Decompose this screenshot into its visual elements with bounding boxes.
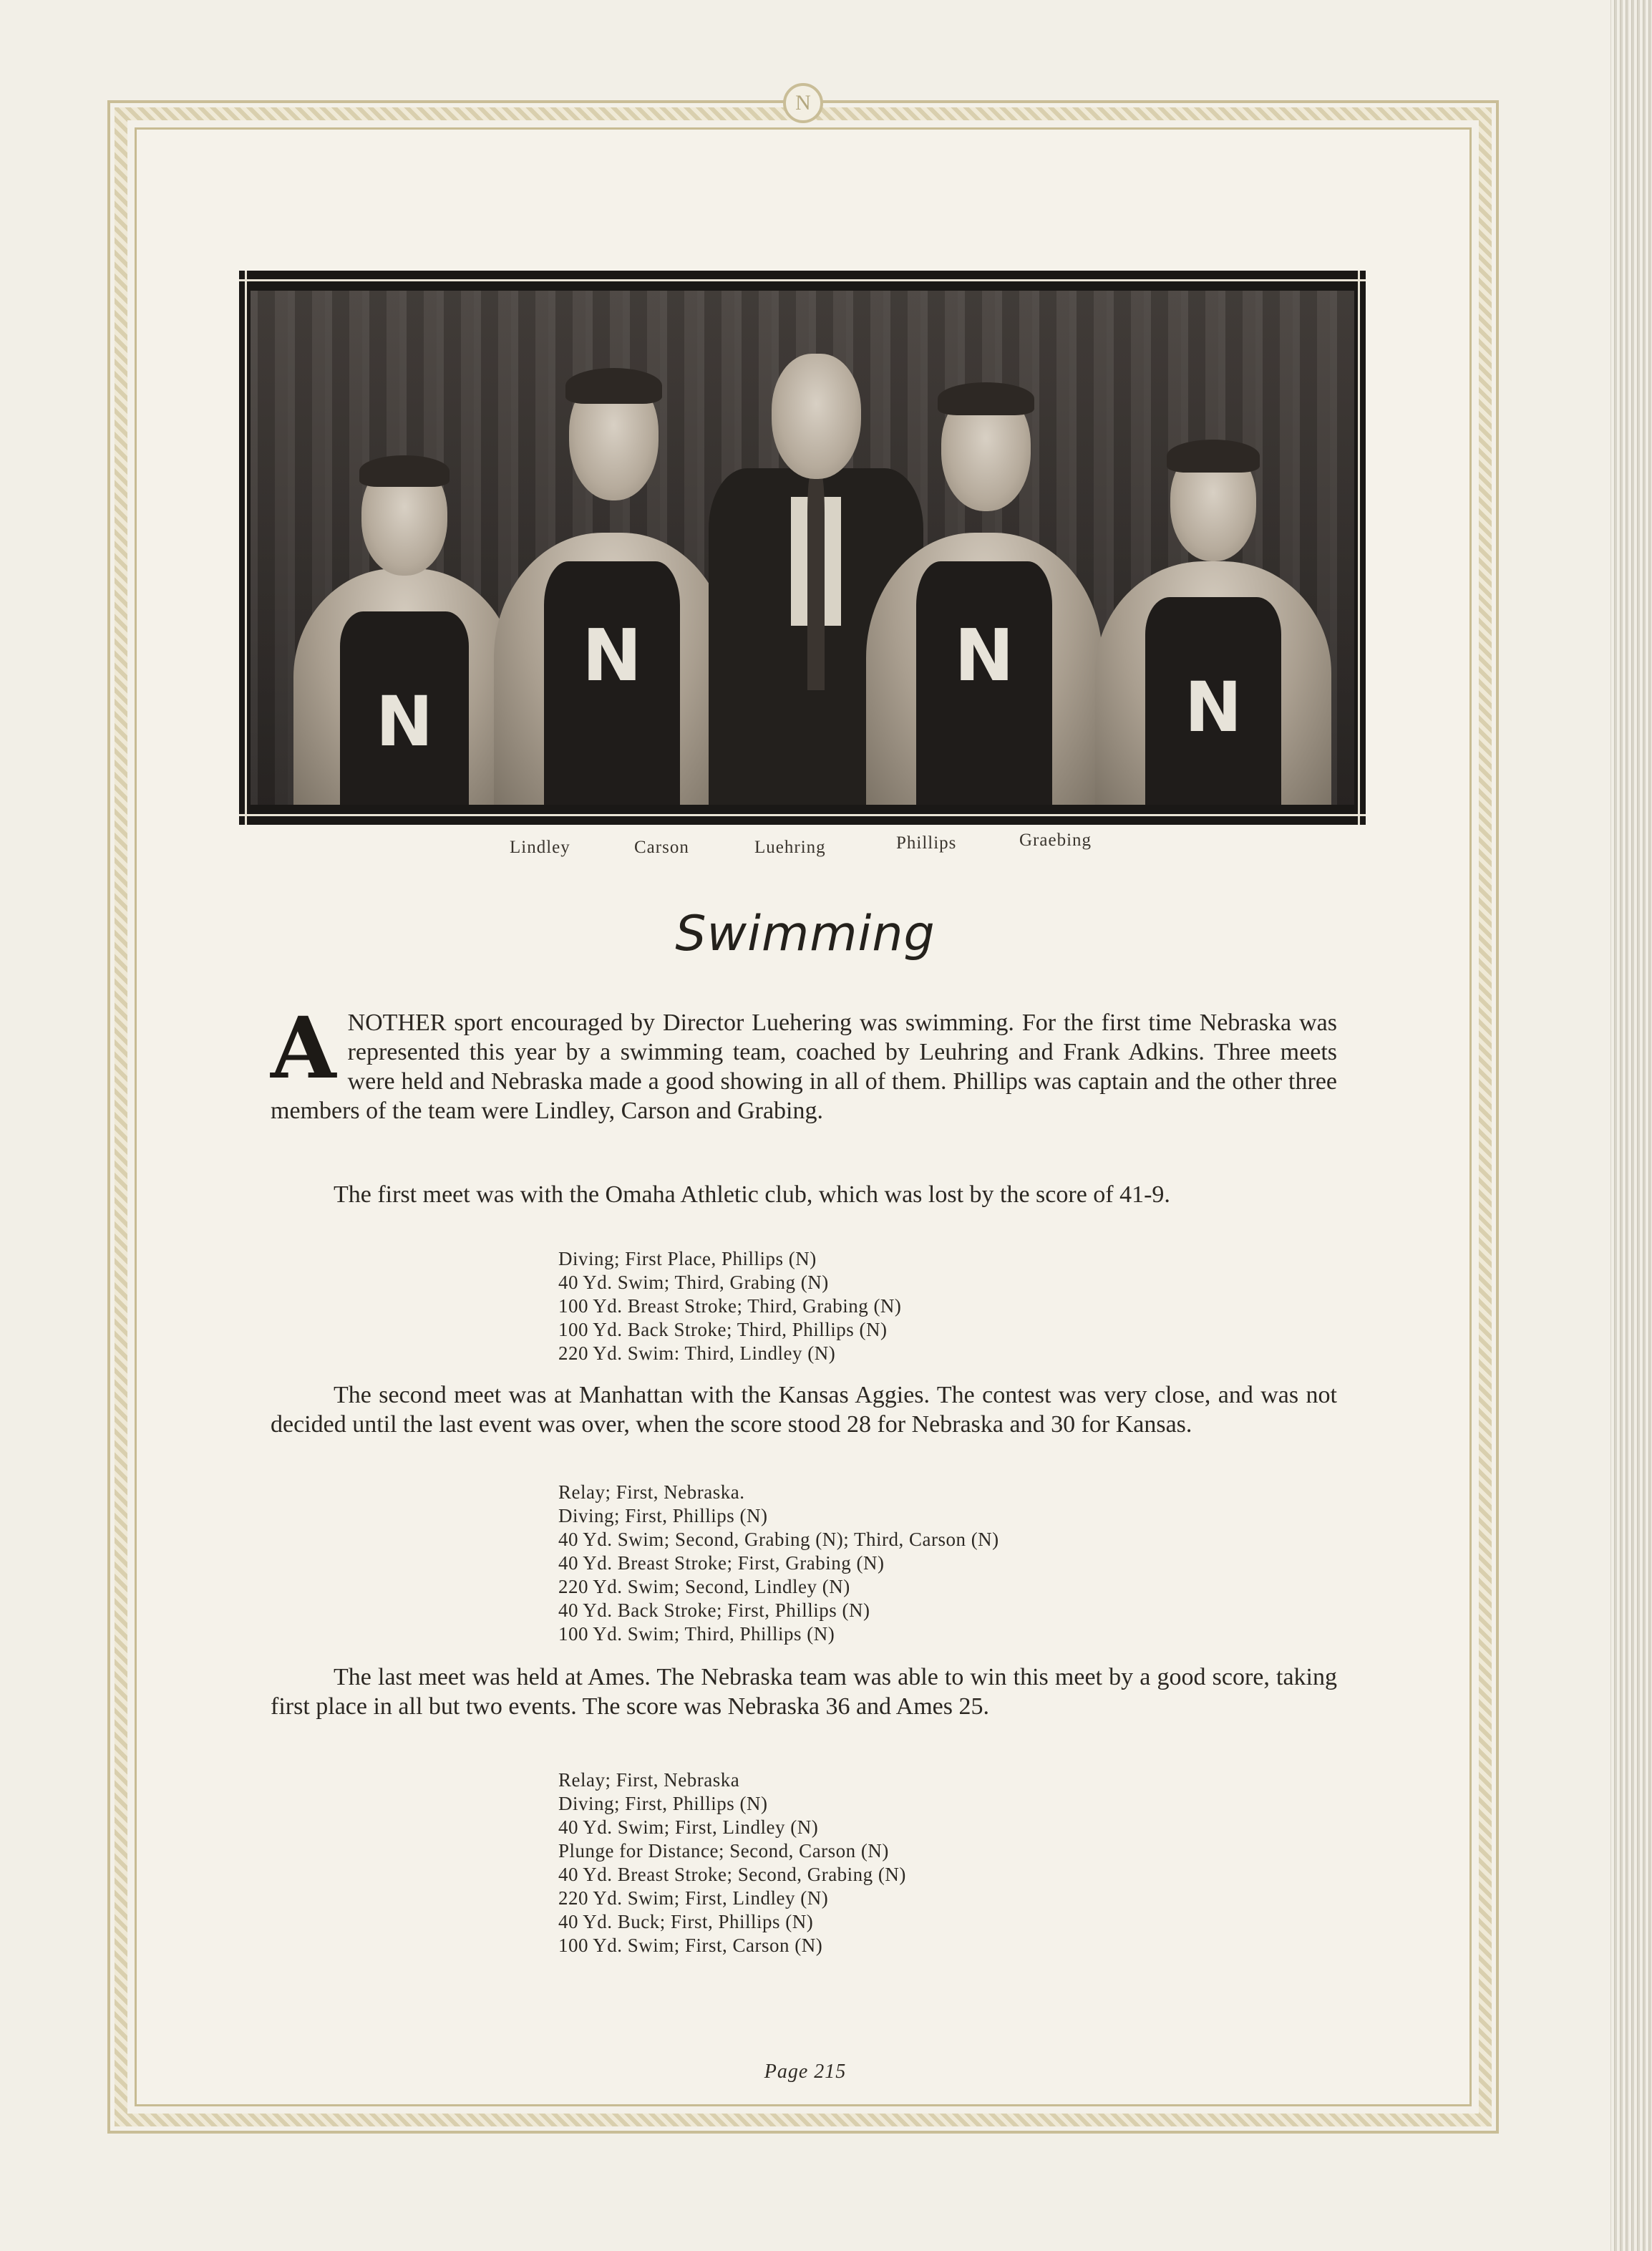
result-line: 40 Yd. Back Stroke; First, Phillips (N) [558,1599,870,1621]
result-line: 40 Yd. Breast Stroke; First, Grabing (N) [558,1552,885,1574]
meet-2-results [558,1481,999,1646]
meet-1-paragraph: The first meet was with the Omaha Athletic club, which was lost by the score of 41-9. [334,1181,1170,1208]
result-line: 100 Yd. Breast Stroke; Third, Grabing (N) [558,1295,902,1317]
swimmer-graebing [1095,404,1331,805]
swimmer-hair [565,368,662,404]
swimmer-hair [938,382,1034,415]
result-line: 40 Yd. Buck; First, Phillips (N) [558,1911,814,1932]
jersey-letter: N [375,682,434,762]
photo-rule-left [245,271,247,825]
jersey-letter: N [1184,667,1243,747]
photo-image [251,291,1354,805]
swimmer-hair [359,455,450,487]
page-title: Swimming [675,906,936,962]
jersey-letter: N [582,614,642,697]
result-line: 220 Yd. Swim: Third, Lindley (N) [558,1342,836,1364]
swimmer-hair [1167,440,1260,473]
meet-2-paragraph: The second meet was at Manhattan with the Kansas Aggies. The contest was very close, and was not decided until the last event was over, when the score stood 28 for Nebraska and 30 for Kansas. [271,1382,1337,1438]
n-emblem: N [783,83,823,123]
result-line: Relay; First, Nebraska. [558,1481,745,1503]
photo-rule-top [239,279,1366,281]
photo-rule-bottom [239,814,1366,816]
caption-name: Luehring [754,838,826,857]
result-line: Relay; First, Nebraska [558,1769,740,1791]
caption-name: Phillips [896,833,957,853]
meet-3-paragraph: The last meet was held at Ames. The Nebraska team was able to win this meet by a good score, taking first place in all but two events. The score was Nebraska 36 and Ames 25. [271,1664,1337,1720]
result-line: 220 Yd. Swim; First, Lindley (N) [558,1887,829,1909]
coach-head [772,354,861,479]
photo-rule-right [1358,271,1360,825]
intro-text: NOTHER sport encouraged by Director Luehering was swimming. For the first time Nebraska was represented this year by a swimming team, coached by Leuhring and Frank Adkins. Three meets were held and Nebraska made a good showing in all of them. Phillips was captain and the other three members of the team were Lindley, Carson and Grabing. [271,1010,1337,1124]
drop-cap: A [271,998,336,1098]
caption-name: Carson [634,838,689,857]
result-line: 40 Yd. Swim; Third, Grabing (N) [558,1272,829,1293]
result-line: 100 Yd. Back Stroke; Third, Phillips (N) [558,1319,888,1340]
meet-3-results [558,1768,906,1957]
intro-paragraph [271,998,1337,1126]
team-photograph [239,271,1366,825]
result-line: 100 Yd. Swim; First, Carson (N) [558,1935,823,1956]
result-line: 40 Yd. Breast Stroke; Second, Grabing (N) [558,1864,906,1885]
swimmer-lindley [293,404,515,805]
swimmer-carson [494,347,730,805]
result-line: Diving; First, Phillips (N) [558,1505,768,1526]
result-line: 40 Yd. Swim; First, Lindley (N) [558,1816,819,1838]
result-line: Diving; First Place, Phillips (N) [558,1248,817,1269]
page-edges [1609,0,1652,2251]
caption-name: Lindley [510,838,570,857]
meet-1-results [558,1247,901,1365]
result-line: 100 Yd. Swim; Third, Phillips (N) [558,1623,835,1645]
photo-captions [0,831,1610,866]
caption-name: Graebing [1019,831,1092,850]
page-number: Page 215 [764,2061,847,2083]
result-line: 220 Yd. Swim; Second, Lindley (N) [558,1576,850,1597]
result-line: Diving; First, Phillips (N) [558,1793,768,1814]
swimmer-phillips [866,347,1102,805]
jersey-letter: N [954,614,1014,697]
result-line: 40 Yd. Swim; Second, Grabing (N); Third, Carson (N) [558,1529,999,1550]
result-line: Plunge for Distance; Second, Carson (N) [558,1840,889,1862]
necktie [807,475,825,690]
